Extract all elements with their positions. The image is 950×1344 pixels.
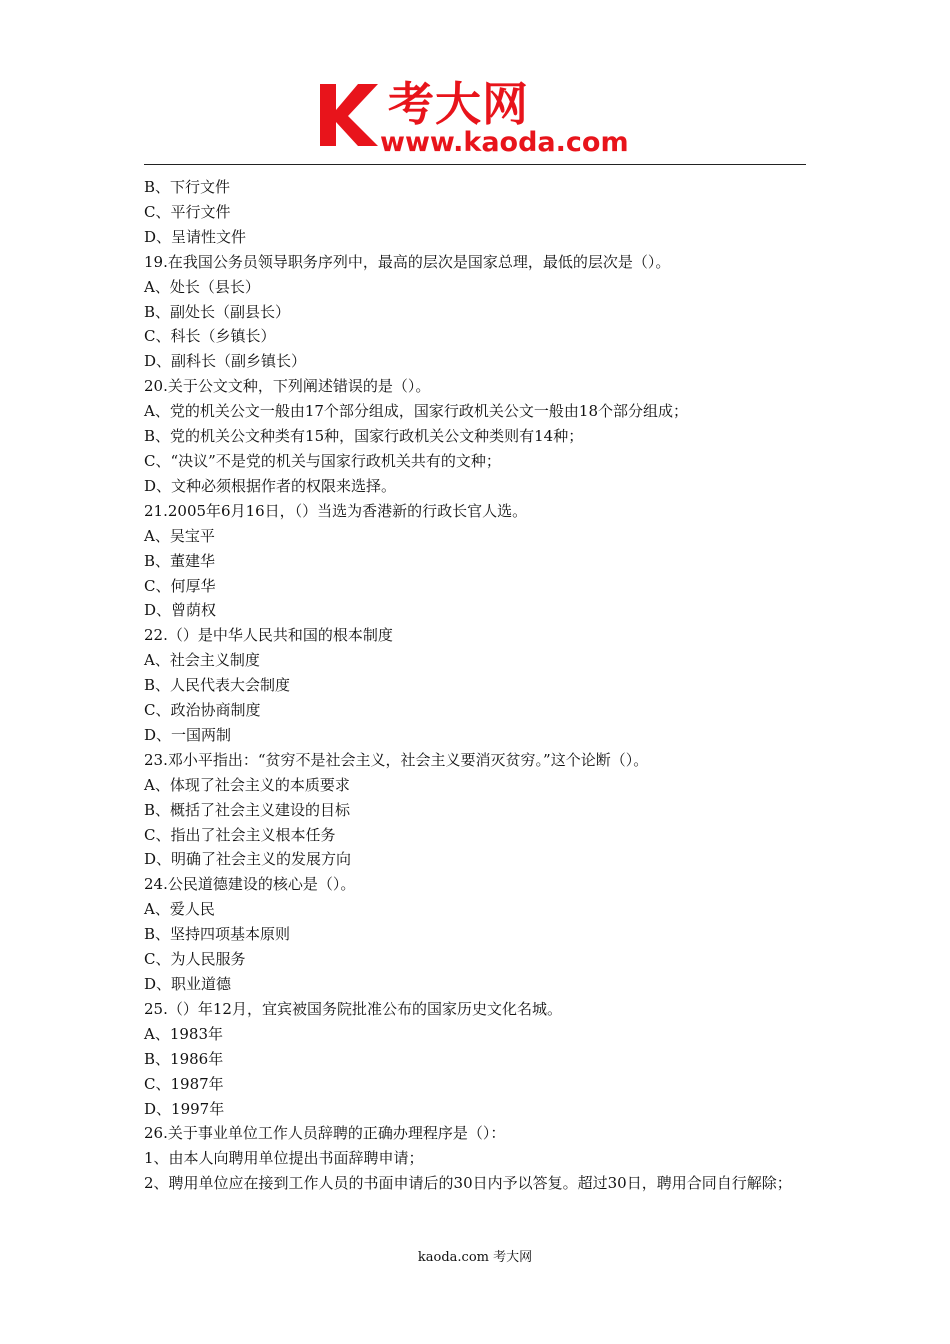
option-line: B、概括了社会主义建设的目标	[144, 800, 351, 819]
text-line: C、平行文件	[144, 202, 231, 221]
kaoda-logo	[318, 78, 638, 160]
question-line: 24.公民道德建设的核心是（）。	[144, 875, 356, 894]
option-line: D、职业道德	[144, 975, 232, 993]
option-line: C、为人民服务	[144, 950, 246, 969]
option-line: B、1986年	[144, 1049, 224, 1068]
option-line: C、科长（乡镇长）	[144, 327, 276, 346]
question-line: 25.（）年12月，宜宾被国务院批准公布的国家历史文化名城。	[144, 999, 562, 1018]
option-line: D、一国两制	[144, 725, 232, 744]
page-footer: kaoda.com 考大网	[417, 1250, 533, 1265]
logo-url: www.kaoda.com	[380, 127, 629, 158]
option-line: C、何厚华	[144, 576, 216, 595]
k-logo-icon	[318, 82, 380, 148]
question-line: 20.关于公文文种，下列阐述错误的是（）。	[144, 377, 431, 396]
option-line: A、社会主义制度	[144, 651, 260, 670]
option-line: B、董建华	[144, 551, 216, 570]
option-line: B、党的机关公文种类有15种，国家行政机关公文种类则有14种；	[144, 427, 584, 446]
question-line: 19.在我国公务员领导职务序列中，最高的层次是国家总理，最低的层次是（）。	[144, 252, 671, 271]
option-line: A、吴宝平	[144, 526, 215, 545]
question-line: 26.关于事业单位工作人员辞聘的正确办理程序是（）：	[144, 1124, 506, 1143]
option-line: A、体现了社会主义的本质要求	[144, 775, 350, 794]
option-line: D、曾荫权	[144, 601, 217, 620]
procedure-step: 2、聘用单位应在接到工作人员的书面申请后的30日内予以答复。超过30日，聘用合同自行解除；	[144, 1174, 792, 1193]
logo-title: 考大网	[388, 77, 529, 131]
document-body	[144, 175, 808, 1196]
option-line: D、明确了社会主义的发展方向	[144, 850, 352, 869]
option-line: A、处长（县长）	[144, 277, 260, 296]
procedure-step: 1、由本人向聘用单位提出书面辞聘申请；	[144, 1149, 424, 1168]
text-line: B、下行文件	[144, 178, 231, 196]
option-line: A、1983年	[144, 1024, 224, 1043]
option-line: D、副科长（副乡镇长）	[144, 352, 307, 371]
option-line: A、爱人民	[144, 900, 215, 919]
option-line: C、政治协商制度	[144, 701, 261, 720]
header-divider	[144, 164, 806, 165]
question-line: 23.邓小平指出：“贫穷不是社会主义，社会主义要消灭贫穷。”这个论断（）。	[144, 750, 649, 769]
option-line: B、人民代表大会制度	[144, 676, 291, 695]
option-line: A、党的机关公文一般由17个部分组成，国家行政机关公文一般由18个部分组成；	[144, 402, 689, 421]
text-line: D、呈请性文件	[144, 227, 247, 246]
option-line: D、1997年	[144, 1099, 225, 1118]
option-line: B、坚持四项基本原则	[144, 925, 291, 944]
question-line: 21.2005年6月16日，（）当选为香港新的行政长官人选。	[144, 501, 528, 520]
option-line: C、指出了社会主义根本任务	[144, 825, 336, 844]
question-line: 22.（）是中华人民共和国的根本制度	[144, 626, 393, 645]
option-line: D、文种必须根据作者的权限来选择。	[144, 476, 397, 495]
option-line: C、1987年	[144, 1074, 224, 1093]
option-line: B、副处长（副县长）	[144, 302, 291, 321]
option-line: C、“决议”不是党的机关与国家行政机关共有的文种；	[144, 451, 501, 470]
